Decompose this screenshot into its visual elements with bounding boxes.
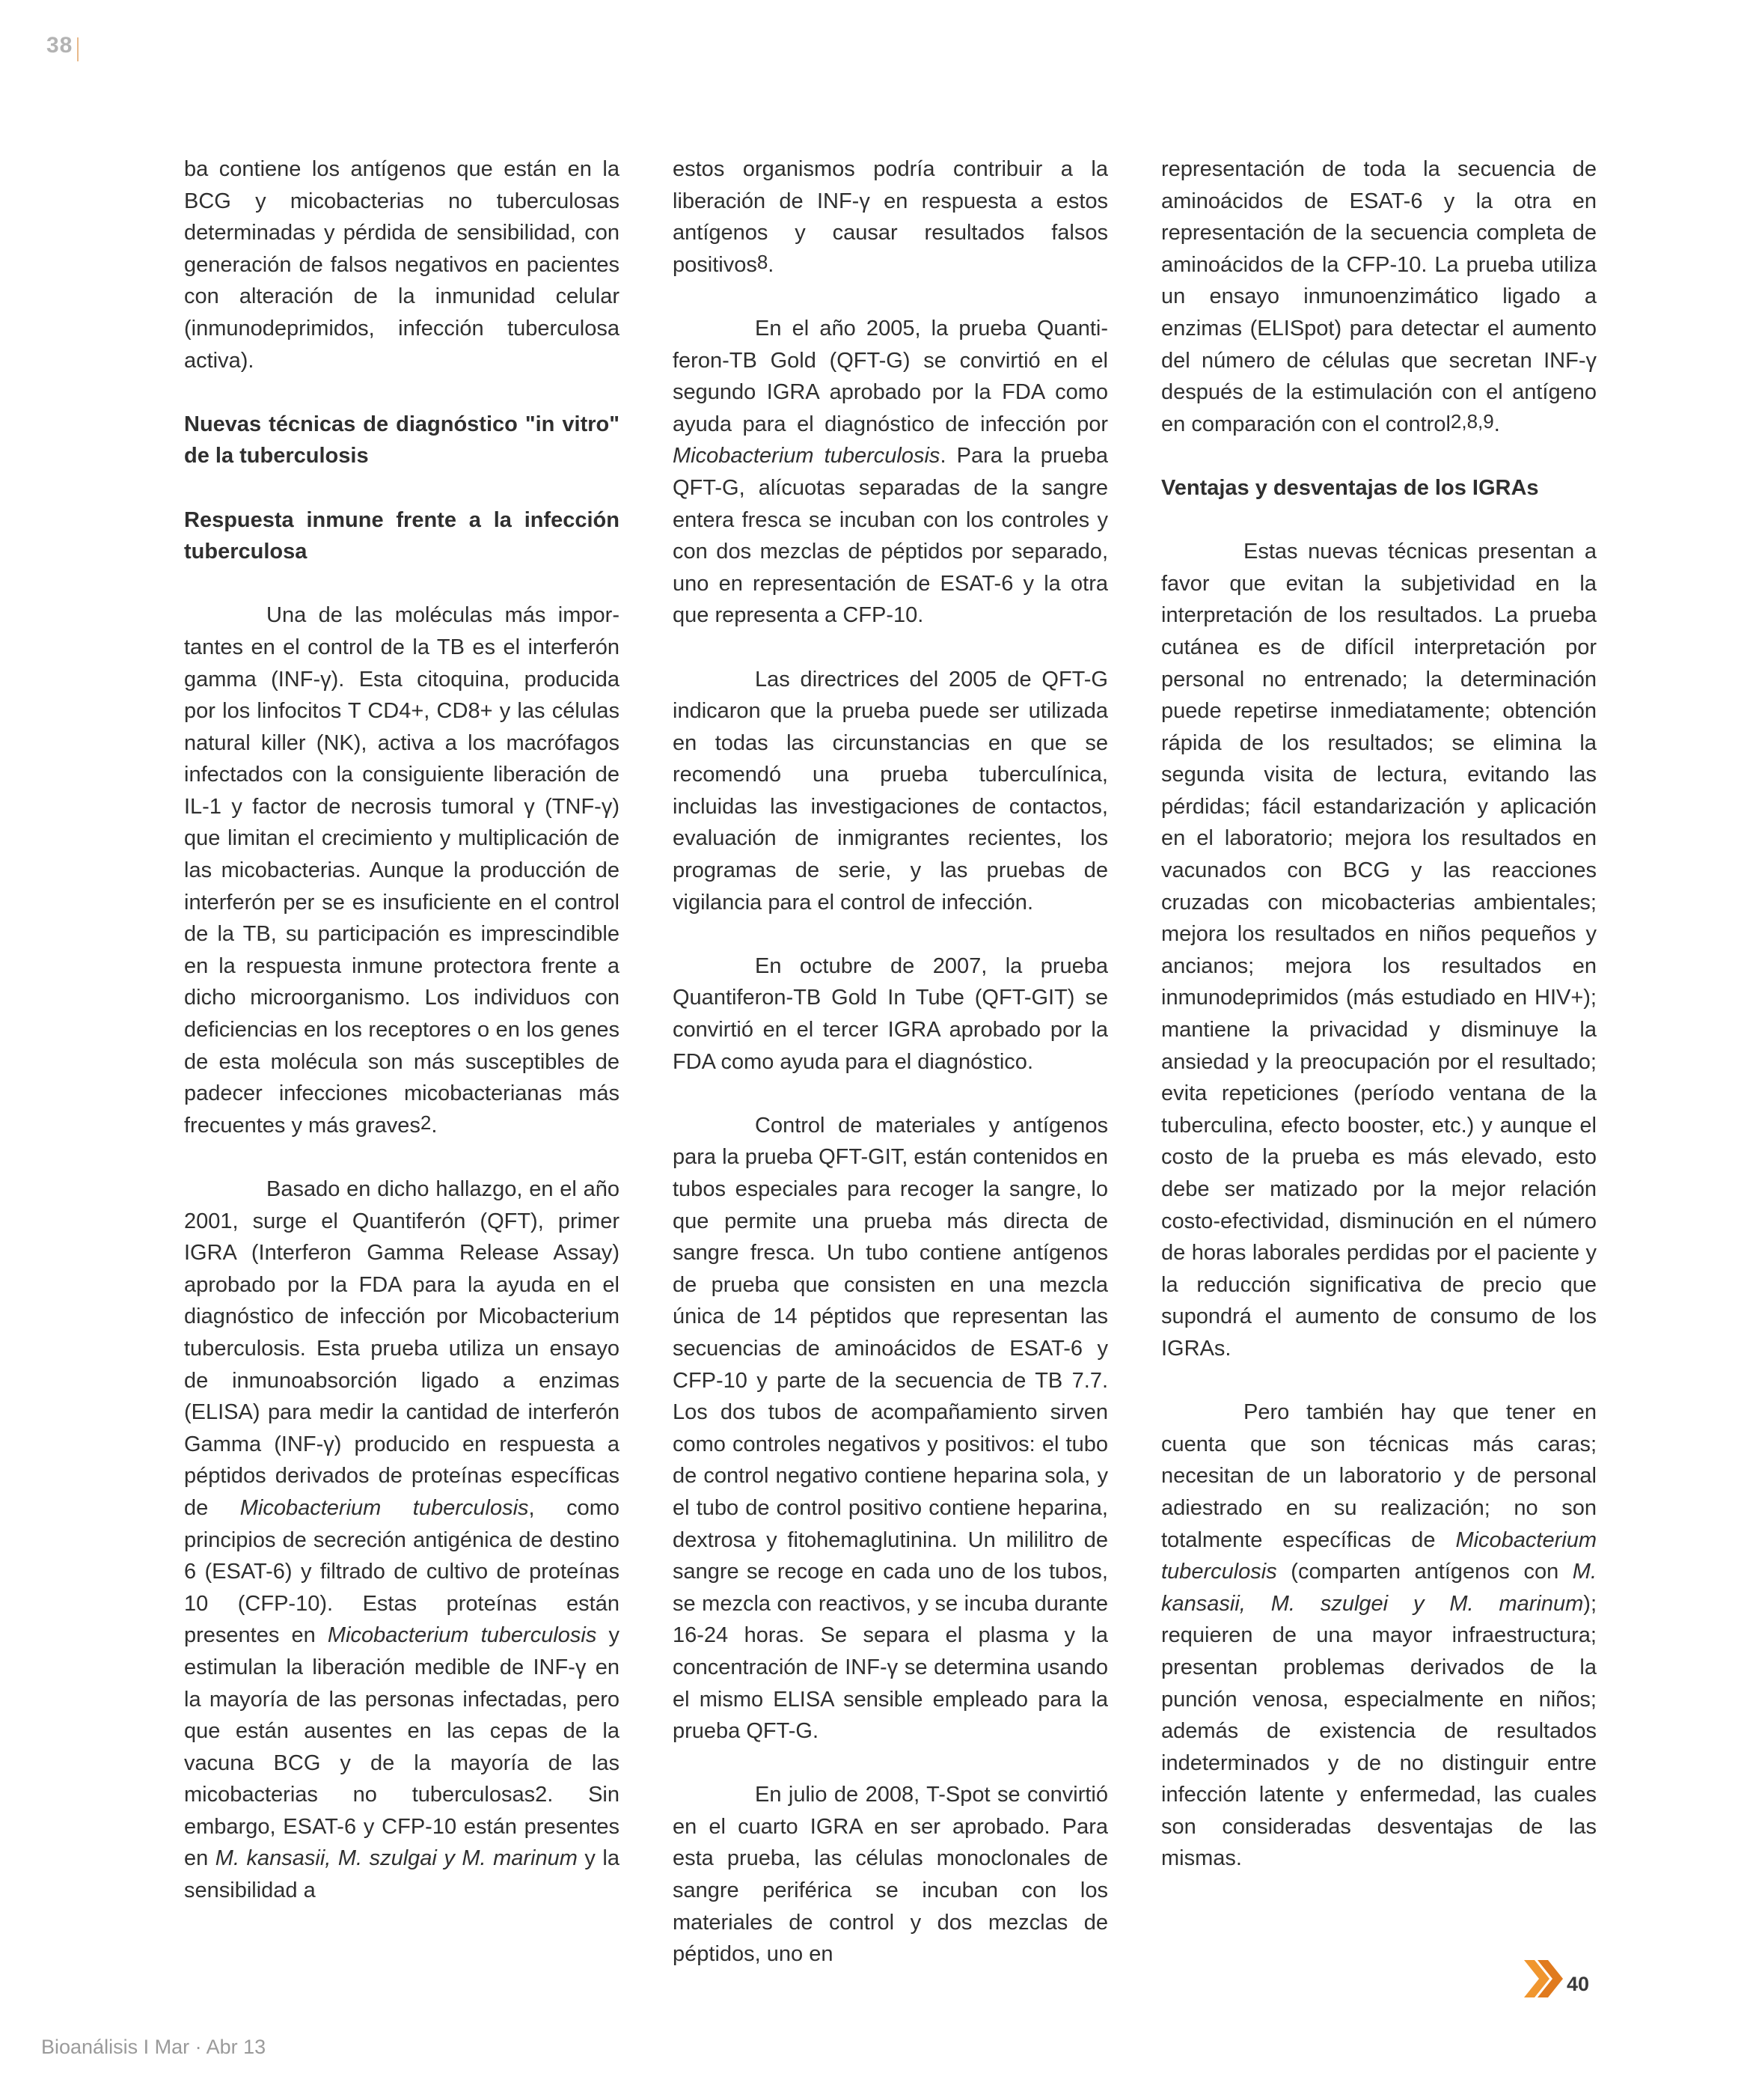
paragraph: Las directrices del 2005 de QFT-G indicaron que la prueba puede ser utilizada en todas las circunstancias en que se recomendó una prueba tuberculínica, incluidas las investigaciones de contactos, evaluación de inmigrantes recientes, los programas de serie, y las pruebas de vigilancia para el control de infección. — [673, 667, 1108, 915]
italic-text: M. kansasii, M. szulgai y M. marinum — [215, 1846, 578, 1871]
paragraph — [673, 313, 1108, 632]
italic-text: Micobacterium tuberculosis — [327, 1623, 597, 1648]
italic-text: Micobacterium tuberculosis — [239, 1495, 529, 1520]
paragraph-text: estos organismos podría contribuir a la liberación de INF-γ en respuesta a estos antígenos y causar resultados falsos positivos — [673, 157, 1108, 277]
footer-text: Bioanálisis I Mar · Abr 13 — [41, 2036, 266, 2058]
paragraph-end: . — [1493, 412, 1500, 436]
subsection-heading: Respuesta inmune frente a la infección tuberculosa — [184, 507, 619, 564]
paragraph-text: En el año 2005, la prueba Quantiferon-TB Gold (QFT-G) se convirtió en el segundo IGRA aprobado por la FDA como ayuda para el diagnóstico de infección por — [673, 316, 1108, 436]
page-number-bottom: 40 — [1567, 1973, 1590, 1995]
paragraph-text: . Para la prueba QFT-G, alícuotas separadas de la sangre entera fresca se incuban con los controles y con dos mezclas de péptidos por separado, uno en representación de ESAT-6 y la otra que representa a CFP-10. — [673, 444, 1109, 628]
paragraph-text: ); requieren de una mayor infraestructura; presentan problemas derivados de la punción venosa, especialmente en niños; además de existencia de resultados indeterminados y de no distinguir entre infección latente y enfermedad, las cuales son consideradas desventajas de las mismas. — [1161, 1591, 1597, 1871]
paragraph-text: Pero también hay que tener en cuenta que son técnicas más caras; necesitan de un laboratorio y de personal adiestrado en su realización; no son totalmente específicas de — [1161, 1400, 1597, 1552]
paragraph-text: y la sensibilidad a — [184, 1846, 620, 1903]
paragraph-text: , como principios de secreción antigénica de destino 6 (ESAT-6) y filtrado de cultivo de proteínas 10 (CFP-10). Estas proteínas están presentes en — [184, 1495, 620, 1648]
paragraph-text: representación de toda la secuencia de aminoácidos de ESAT-6 y la otra en representación de la secuencia completa de aminoácidos de la CFP-10. La prueba utiliza un ensayo inmunoenzimático ligado a enzimas (ELISpot) para detectar el aumento del número de células que secretan INF-γ después de la estimulación con el antígeno en comparación con el control — [1161, 157, 1597, 436]
page-number-top: 38 — [46, 33, 73, 58]
reference: 2,8,9 — [1450, 409, 1494, 433]
paragraph — [1161, 153, 1597, 440]
paragraph — [184, 1173, 619, 1907]
paragraph: Estas nuevas técnicas presentan a favor que evitan la subjetividad en la interpretación de los resultados. La prueba cutánea es de difícil interpretación por personal no entrenado; la determinación puede repetirse inmediatamente; obtención rápida de los resultados; se elimina la segunda visita de lectura, evitando las pérdidas; fácil estandarización y aplicación en el laboratorio; mejora los resultados en vacunados con BCG y las reacciones cruzadas con micobacterias ambientales; mejora los resultados en niños pequeños y ancianos; mejora los resultados en inmunodeprimidos (más estudiado en HIV+); mantiene la privacidad y disminuye la ansiedad y la preocupación por el resultado; evita repeticiones (período ventana de la tuberculina, efecto booster, etc.) y aunque el costo de la prueba es más elevado, esto debe ser matizado por la mejor relación costo-efectividad, disminución en el número de horas laborales perdidas por el paciente y la reducción significativa de precio que supondrá el aumento de consumo de los IGRAs. — [1161, 540, 1597, 1361]
paragraph — [1161, 1397, 1597, 1875]
double-chevron-right-icon[interactable] — [1524, 1959, 1566, 1999]
section-heading: Ventajas y desventajas de los IGRAs — [1161, 475, 1539, 500]
reference: 2 — [420, 1111, 432, 1134]
column-1 — [184, 153, 619, 1907]
paragraph-text: (comparten antígenos con — [1276, 1560, 1573, 1584]
paragraph: Una de las moléculas más importantes en el control de la TB es el interferón gamma (INF-γ). Esta citoquina, producida por los linfocitos T CD4+, CD8+ y las células natural killer (NK), activa a los macrófagos infectados con la consiguiente liberación de IL-1 y factor de necrosis tumoral γ (TNF-γ) que limitan el crecimiento y multiplicación de las micobacterias. Aunque la producción de interferón per se es insuficiente en el control de la TB, su participación es imprescindible en la respuesta inmune protectora frente a dicho microorganismo. Los individuos con deficiencias en los receptores o en los genes de esta molécula son más susceptibles de padecer infecciones micobacterianas más frecuentes y más graves$^2$. — [184, 603, 619, 1138]
paragraph: En julio de 2008, T-Spot se convirtió en el cuarto IGRA en ser aprobado. Para esta prueba, las células monoclonales de sangre periférica se incuban con los materiales de control y dos mezclas de péptidos, uno en — [673, 1783, 1108, 1967]
italic-text: Micobacterium tuberculosis — [1161, 1527, 1597, 1584]
paragraph: En octubre de 2007, la prueba Quantiferon-TB Gold In Tube (QFT-GIT) se convirtió en el tercer IGRA aprobado por la FDA como ayuda para el diagnóstico. — [673, 953, 1108, 1074]
reference: 8 — [756, 250, 768, 273]
paragraph — [673, 153, 1108, 281]
paragraph: ba contiene los antígenos que están en la BCG y micobacterias no tuberculosas determinadas y pérdida de sensibilidad, con generación de falsos negativos en pacientes con alteración de la inmunidad celular (inmunodeprimidos, infección tuberculosa activa). — [184, 157, 619, 373]
paragraph: Control de materiales y antígenos para la prueba QFT-GIT, están contenidos en tubos especiales para recoger la sangre, lo que permite una prueba más directa de sangre fresca. Un tubo contiene antígenos de prueba que consisten en una mezcla única de 14 péptidos que representan las secuencias de aminoácidos de ESAT-6 y CFP-10 y parte de la secuencia de TB 7.7. Los dos tubos de acompañamiento sirven como controles negativos y positivos: el tubo de control negativo contiene heparina sola, y el tubo de control positivo contiene heparina, dextrosa y fitohemaglutinina. Un mililitro de sangre se recoge en cada uno de los tubos, se mezcla con reactivos, y se incuba durante 16-24 horas. Se separa el plasma y la concentración de INF-γ se determina usando el mismo ELISA sensible empleado para la prueba QFT-G. — [673, 1113, 1108, 1744]
paragraph-text: Basado en dicho hallazgo, en el año 2001, surge el Quantiferón (QFT), primer IGRA (Interferon Gamma Release Assay) aprobado por la FDA para la ayuda en el diagnóstico de infección por Micobacterium tuberculosis. Esta prueba utiliza un ensayo de inmunoabsorción ligado a enzimas (ELISA) para medir la cantidad de interferón Gamma (INF-γ) producido en respuesta a péptidos derivados de proteínas específicas de — [184, 1177, 619, 1520]
column-3 — [1161, 153, 1597, 1875]
italic-text: Micobacterium tuberculosis — [673, 444, 940, 468]
paragraph-text: y estimulan la liberación medible de INF-γ en la mayoría de las personas infectadas, pero que están ausentes en las cepas de la vacuna BCG y de la mayoría de las micobacterias no tuberculosas2. Sin embargo, ESAT-6 y CFP-10 están presentes en — [184, 1623, 620, 1871]
section-heading: Nuevas técnicas de diagnóstico "in vitro" de la tuberculosis — [184, 412, 619, 468]
column-2 — [673, 153, 1108, 1971]
italic-text: M. kansasii, M. szulgei y M. marinum — [1161, 1560, 1597, 1616]
paragraph-text: Una de las moléculas más importantes en el control de la TB es el interferón gamma (INF-γ). Esta citoquina, producida por los linfocitos T CD4+, CD8+ y las células natural killer (NK), activa a los macrófagos infectados con la consiguiente liberación de IL-1 y factor de necrosis tumoral γ (TNF-γ) que limitan el crecimiento y multiplicación de las micobacterias. Aunque la producción de interferón per se es insuficiente en el control de la TB, su participación es imprescindible en la respuesta inmune protectora frente a dicho microorganismo. Los individuos con deficiencias en los receptores o en los genes de esta molécula son más susceptibles de padecer infecciones micobacterianas más frecuentes y más graves — [184, 603, 619, 1138]
paragraph-end: . — [768, 252, 774, 277]
